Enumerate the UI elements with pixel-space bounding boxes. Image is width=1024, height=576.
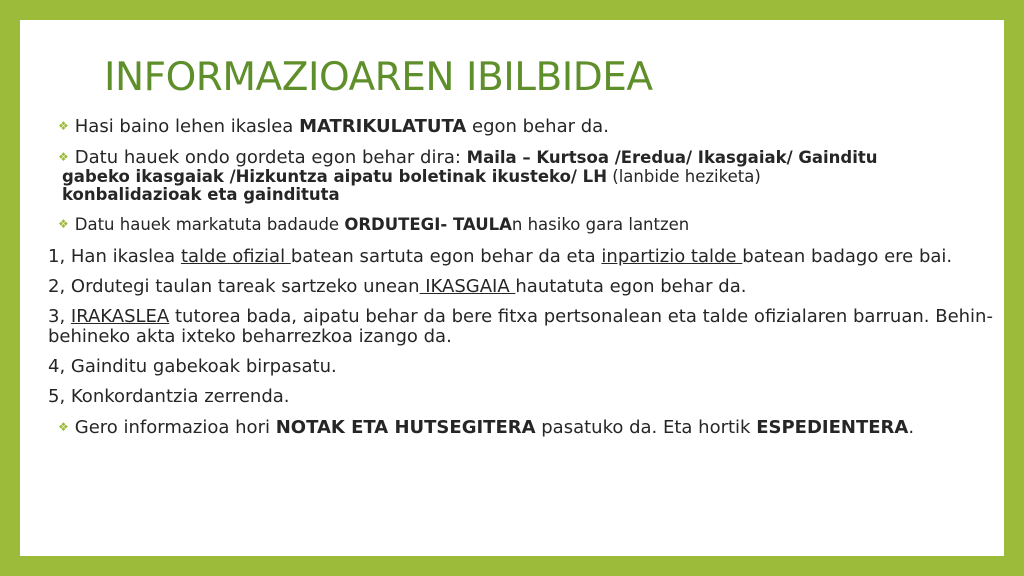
diamond-bullet-icon: ❖ xyxy=(58,420,69,434)
diamond-bullet-icon: ❖ xyxy=(58,150,69,164)
slide-body xyxy=(48,116,994,450)
diamond-bullet-icon: ❖ xyxy=(58,119,69,133)
slide-title: INFORMAZIOAREN IBILBIDEA xyxy=(104,55,653,100)
numbered-item-1: 1, Han ikaslea talde ofizial batean sartuta egon behar da eta inpartizio talde batean badago ere bai. xyxy=(48,246,953,267)
diamond-bullet-icon: ❖ xyxy=(58,217,69,231)
numbered-item-4: 4, Gainditu gabekoak birpasatu. xyxy=(48,356,337,377)
bullet-notak-espedientera: ❖ Gero informazioa hori NOTAK ETA HUTSEGITERA pasatuko da. Eta hortik ESPEDIENTERA. xyxy=(58,417,915,438)
numbered-item-5: 5, Konkordantzia zerrenda. xyxy=(48,386,290,407)
numbered-item-3: 3, IRAKASLEA tutorea bada, aipatu behar da bere fitxa pertsonalean eta talde ofizialaren barruan. Behin- behineko akta ixteko beharrezkoa izango da. xyxy=(48,306,993,347)
bullet-datu-gordeta: ❖ Datu hauek ondo gordeta egon behar dira: Maila – Kurtsoa /Eredua/ Ikasgaiak/ Gainditu gabeko ikasgaiak /Hizkuntza aipatu boletinak ikusteko/ LH (lanbide heziketa) konbalidazioak eta gaindituta xyxy=(58,147,878,204)
bullet-ordutegi-taula: ❖ Datu hauek markatuta badaude ORDUTEGI- TAULAn hasiko gara lantzen xyxy=(58,215,690,234)
numbered-item-2: 2, Ordutegi taulan tareak sartzeko unean IKASGAIA hautatuta egon behar da. xyxy=(48,276,747,297)
slide xyxy=(20,20,1004,556)
bullet-matrikulatuta: ❖ Hasi baino lehen ikaslea MATRIKULATUTA egon behar da. xyxy=(58,116,609,137)
